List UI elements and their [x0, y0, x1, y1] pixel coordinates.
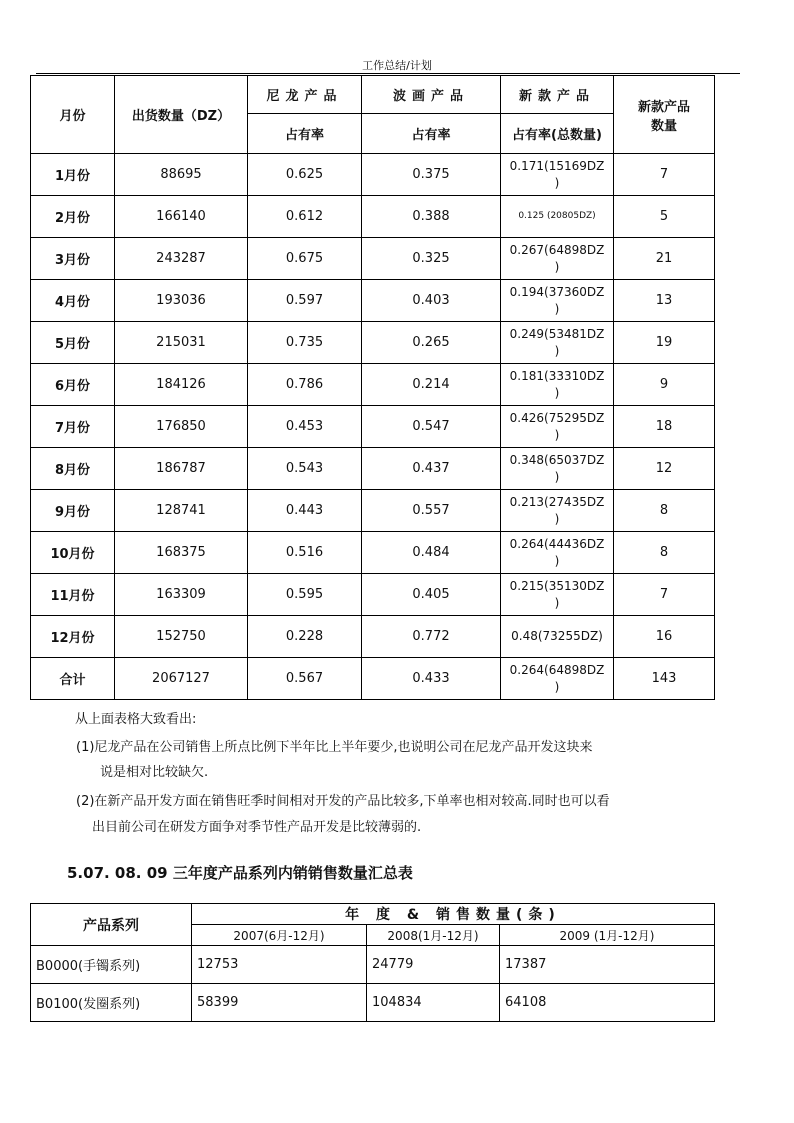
header-month: 月份 — [31, 76, 115, 154]
new-count-cell: 7 — [614, 574, 715, 616]
table-row — [31, 322, 715, 364]
new-share-line2: ) — [554, 511, 560, 526]
nylon-share-cell: 0.516 — [248, 532, 362, 574]
series-2007: 12753 — [192, 946, 367, 984]
shipment-cell: 243287 — [115, 238, 248, 280]
series-sales-table — [30, 903, 715, 1022]
analysis-point2-line2: 出目前公司在研发方面争对季节性产品开发是比较薄弱的. — [92, 820, 422, 835]
month-cell: 8月份 — [31, 448, 115, 490]
new-count-cell: 143 — [614, 658, 715, 700]
month-cell: 3月份 — [31, 238, 115, 280]
sub-header-new: 占有率(总数量) — [501, 114, 614, 154]
shipment-cell: 166140 — [115, 196, 248, 238]
table-row — [31, 532, 715, 574]
nylon-share-cell: 0.228 — [248, 616, 362, 658]
new-share-cell — [501, 532, 614, 574]
new-count-cell: 5 — [614, 196, 715, 238]
new-share-line1: 0.249(53481DZ — [509, 326, 605, 341]
new-share-line2: ) — [554, 343, 560, 358]
new-count-cell: 18 — [614, 406, 715, 448]
nylon-share-cell: 0.625 — [248, 154, 362, 196]
month-cell: 4月份 — [31, 280, 115, 322]
month-cell: 11月份 — [31, 574, 115, 616]
table-row — [31, 154, 715, 196]
corrugated-share-cell: 0.437 — [362, 448, 501, 490]
new-share-line1: 0.171(15169DZ — [509, 158, 605, 173]
new-share-line2: ) — [554, 679, 560, 694]
nylon-share-cell: 0.453 — [248, 406, 362, 448]
nylon-share-cell: 0.786 — [248, 364, 362, 406]
nylon-share-cell: 0.735 — [248, 322, 362, 364]
new-share-line2: ) — [554, 175, 560, 190]
table-row — [31, 238, 715, 280]
corrugated-share-cell: 0.403 — [362, 280, 501, 322]
header-year-2008: 2008(1月-12月) — [367, 925, 500, 946]
new-count-cell: 21 — [614, 238, 715, 280]
sub-header-nylon: 占有率 — [248, 114, 362, 154]
new-count-cell: 19 — [614, 322, 715, 364]
header-shipment: 出货数量（DZ） — [115, 76, 248, 154]
table-row — [31, 574, 715, 616]
new-share-cell — [501, 490, 614, 532]
shipment-cell: 186787 — [115, 448, 248, 490]
month-cell: 12月份 — [31, 616, 115, 658]
nylon-share-cell: 0.675 — [248, 238, 362, 280]
new-count-cell: 7 — [614, 154, 715, 196]
monthly-sales-body — [31, 154, 715, 700]
new-share-cell — [501, 196, 614, 238]
header-year-group: 年 度 & 销售数量(条) — [192, 904, 715, 925]
header-corrugated: 波画产品 — [362, 76, 501, 114]
nylon-share-cell: 0.543 — [248, 448, 362, 490]
month-cell: 10月份 — [31, 532, 115, 574]
new-share-cell — [501, 406, 614, 448]
new-share-line1: 0.213(27435DZ — [509, 494, 605, 509]
month-cell: 6月份 — [31, 364, 115, 406]
sub-header-corrugated: 占有率 — [362, 114, 501, 154]
table-row — [31, 448, 715, 490]
header-new-count: 新款产品数量 — [614, 76, 715, 154]
new-share-line1: 0.264(64898DZ — [509, 662, 605, 677]
month-cell: 2月份 — [31, 196, 115, 238]
new-share-line2: ) — [554, 301, 560, 316]
series-2009: 64108 — [500, 984, 715, 1022]
corrugated-share-cell: 0.325 — [362, 238, 501, 280]
header-new: 新款产品 — [501, 76, 614, 114]
new-share-cell — [501, 574, 614, 616]
corrugated-share-cell: 0.557 — [362, 490, 501, 532]
corrugated-share-cell: 0.388 — [362, 196, 501, 238]
shipment-cell: 215031 — [115, 322, 248, 364]
nylon-share-cell: 0.595 — [248, 574, 362, 616]
series-2009: 17387 — [500, 946, 715, 984]
new-share-cell — [501, 154, 614, 196]
series-name: B0000(手镯系列) — [31, 946, 192, 984]
nylon-share-cell: 0.443 — [248, 490, 362, 532]
shipment-cell: 128741 — [115, 490, 248, 532]
new-share-line1: 0.264(44436DZ — [509, 536, 605, 551]
shipment-cell: 176850 — [115, 406, 248, 448]
new-count-cell: 9 — [614, 364, 715, 406]
corrugated-share-cell: 0.375 — [362, 154, 501, 196]
corrugated-share-cell: 0.405 — [362, 574, 501, 616]
new-share-line2: ) — [554, 469, 560, 484]
month-cell: 合计 — [31, 658, 115, 700]
table-row — [31, 280, 715, 322]
header-series: 产品系列 — [31, 904, 192, 946]
analysis-intro: 从上面表格大致看出: — [75, 712, 197, 727]
page-header: 工作总结/计划 — [362, 59, 432, 72]
table-row — [31, 658, 715, 700]
analysis-point2-line1: (2)在新产品开发方面在销售旺季时间相对开发的产品比较多,下单率也相对较高.同时也可以看 — [76, 794, 610, 809]
shipment-cell: 2067127 — [115, 658, 248, 700]
new-share-line1: 0.48(73255DZ) — [511, 629, 603, 643]
new-share-cell — [501, 616, 614, 658]
new-share-cell — [501, 322, 614, 364]
analysis-point1-line1: (1)尼龙产品在公司销售上所点比例下半年比上半年要少,也说明公司在尼龙产品开发这块来 — [76, 740, 593, 755]
new-share-line1: 0.267(64898DZ — [509, 242, 605, 257]
month-cell: 5月份 — [31, 322, 115, 364]
new-count-cell: 8 — [614, 490, 715, 532]
table-row — [31, 616, 715, 658]
new-share-line2: ) — [554, 385, 560, 400]
new-share-line1: 0.194(37360DZ — [509, 284, 605, 299]
corrugated-share-cell: 0.214 — [362, 364, 501, 406]
new-count-cell: 13 — [614, 280, 715, 322]
table-row — [31, 364, 715, 406]
table-row — [31, 406, 715, 448]
corrugated-share-cell: 0.265 — [362, 322, 501, 364]
header-year-2009: 2009 (1月-12月) — [500, 925, 715, 946]
new-count-cell: 16 — [614, 616, 715, 658]
new-share-cell — [501, 448, 614, 490]
nylon-share-cell: 0.567 — [248, 658, 362, 700]
month-cell: 1月份 — [31, 154, 115, 196]
series-2007: 58399 — [192, 984, 367, 1022]
section-title: 5.07. 08. 09 三年度产品系列内销销售数量汇总表 — [67, 864, 413, 882]
new-share-cell — [501, 364, 614, 406]
new-count-cell: 12 — [614, 448, 715, 490]
corrugated-share-cell: 0.547 — [362, 406, 501, 448]
new-share-line2: ) — [554, 427, 560, 442]
shipment-cell: 184126 — [115, 364, 248, 406]
header-year-2007: 2007(6月-12月) — [192, 925, 367, 946]
table-row — [31, 984, 715, 1022]
shipment-cell: 163309 — [115, 574, 248, 616]
table-row — [31, 490, 715, 532]
table-row — [31, 196, 715, 238]
new-share-line1: 0.125 (20805DZ) — [518, 211, 596, 221]
new-share-line1: 0.181(33310DZ — [509, 368, 605, 383]
analysis-point1-line2: 说是相对比较缺欠. — [100, 765, 209, 780]
nylon-share-cell: 0.612 — [248, 196, 362, 238]
shipment-cell: 152750 — [115, 616, 248, 658]
series-2008: 104834 — [367, 984, 500, 1022]
new-share-cell — [501, 280, 614, 322]
series-name: B0100(发圈系列) — [31, 984, 192, 1022]
shipment-cell: 193036 — [115, 280, 248, 322]
new-share-line2: ) — [554, 259, 560, 274]
monthly-sales-table — [30, 75, 715, 700]
shipment-cell: 88695 — [115, 154, 248, 196]
new-share-cell — [501, 658, 614, 700]
new-share-cell — [501, 238, 614, 280]
corrugated-share-cell: 0.484 — [362, 532, 501, 574]
series-2008: 24779 — [367, 946, 500, 984]
new-count-cell: 8 — [614, 532, 715, 574]
new-share-line2: ) — [554, 553, 560, 568]
month-cell: 7月份 — [31, 406, 115, 448]
month-cell: 9月份 — [31, 490, 115, 532]
table-row — [31, 946, 715, 984]
nylon-share-cell: 0.597 — [248, 280, 362, 322]
new-share-line2: ) — [554, 595, 560, 610]
new-share-line1: 0.348(65037DZ — [509, 452, 605, 467]
shipment-cell: 168375 — [115, 532, 248, 574]
corrugated-share-cell: 0.433 — [362, 658, 501, 700]
new-share-line1: 0.215(35130DZ — [509, 578, 605, 593]
header-nylon: 尼龙产品 — [248, 76, 362, 114]
new-share-line1: 0.426(75295DZ — [509, 410, 605, 425]
header-rule — [36, 73, 740, 74]
corrugated-share-cell: 0.772 — [362, 616, 501, 658]
